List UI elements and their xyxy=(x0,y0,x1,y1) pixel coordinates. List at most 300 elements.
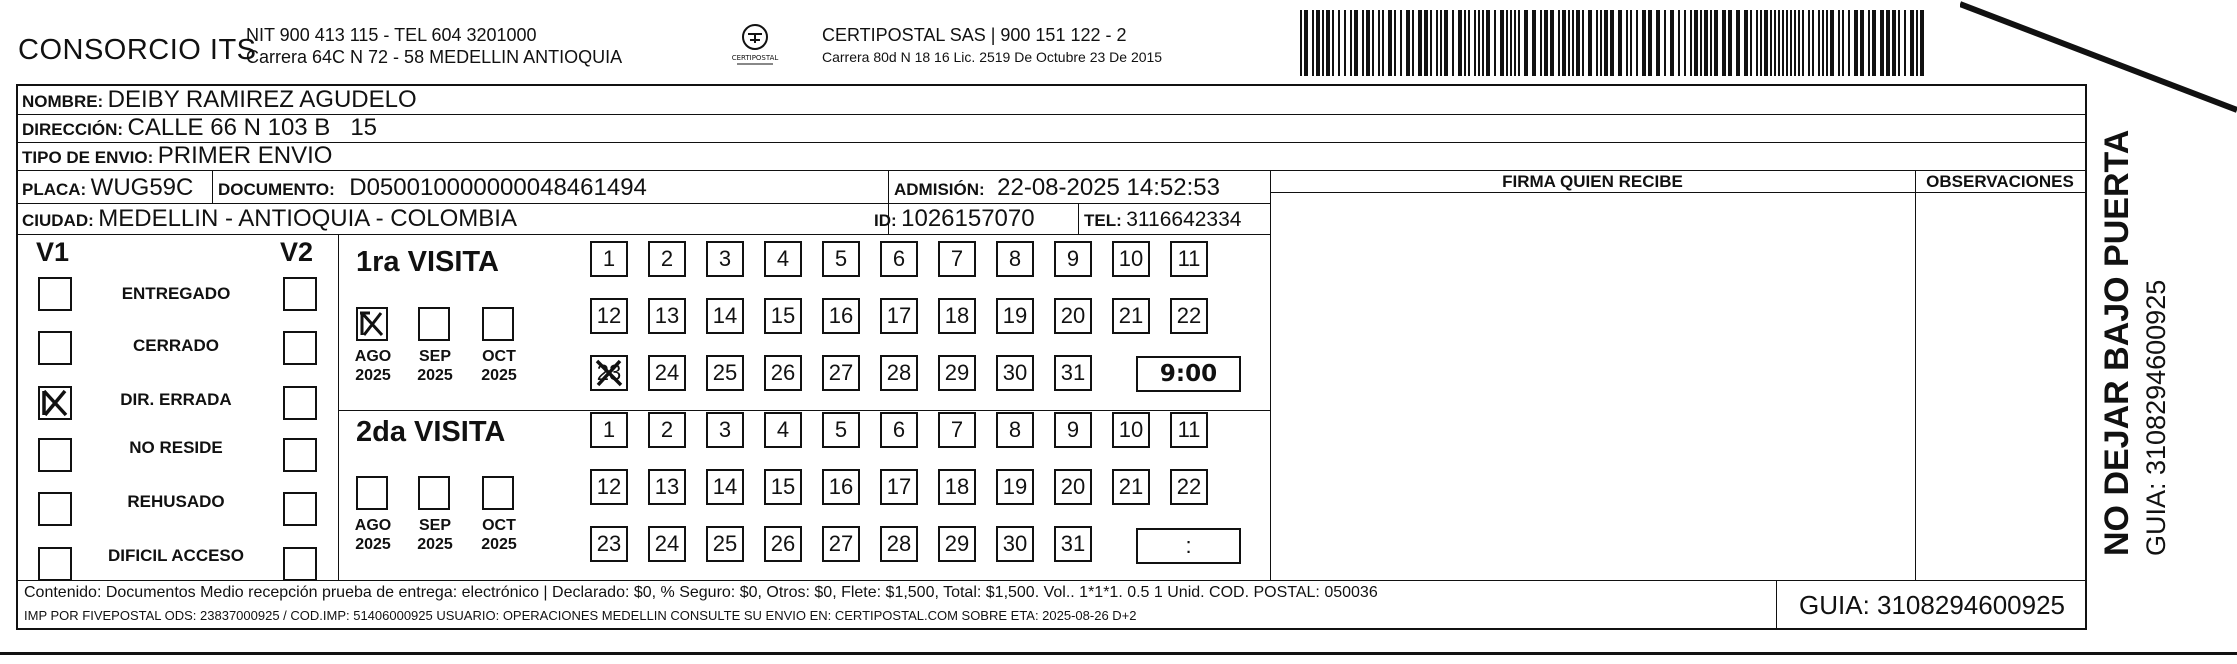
tel-label: TEL: xyxy=(1084,211,1122,230)
barcode-bar xyxy=(1322,10,1324,76)
visit1-day-22[interactable] xyxy=(1170,298,1208,334)
barcode-bar xyxy=(1378,10,1380,76)
direccion-label: DIRECCIÓN: xyxy=(22,120,124,139)
visit1-day-15[interactable] xyxy=(764,298,802,334)
day-number: 11 xyxy=(1177,417,1201,442)
visit2-day-26[interactable] xyxy=(764,526,802,562)
svg-text:CERTIPOSTAL: CERTIPOSTAL xyxy=(731,54,779,62)
visit2-month-sep-box[interactable] xyxy=(418,476,450,510)
visit2-day-4[interactable] xyxy=(764,412,802,448)
certipostal-address: Carrera 80d N 18 16 Lic. 2519 De Octubre 23 De 2015 xyxy=(822,49,1163,65)
day-number: 12 xyxy=(596,474,622,499)
barcode-bar xyxy=(1710,10,1712,76)
barcode-bar xyxy=(1300,10,1302,76)
company-name: CONSORCIO ITS xyxy=(18,34,257,66)
barcode-bar xyxy=(1648,10,1652,76)
visit1-day-10[interactable] xyxy=(1112,241,1150,277)
day-number: 6 xyxy=(892,246,906,271)
barcode-bar xyxy=(1436,10,1438,76)
visit1-month-ago-box[interactable] xyxy=(356,307,388,341)
day-number: 30 xyxy=(1002,531,1028,556)
day-number: 12 xyxy=(596,303,622,328)
day-number: 15 xyxy=(770,303,796,328)
bottom-edge xyxy=(0,652,2237,655)
nit-line: NIT 900 413 115 - TEL 604 3201000 xyxy=(246,25,537,45)
documento-label: DOCUMENTO: xyxy=(218,180,335,199)
visit2-day-1[interactable] xyxy=(590,412,628,448)
direccion-row xyxy=(22,114,377,142)
barcode-bar xyxy=(1424,10,1428,76)
barcode-bar xyxy=(1588,10,1592,76)
barcode-bar xyxy=(1316,10,1320,76)
day-number: 7 xyxy=(950,417,964,442)
admision-label: ADMISIÓN: xyxy=(894,180,985,199)
day-number: 26 xyxy=(770,531,796,556)
barcode-bar xyxy=(1904,10,1906,76)
day-number: 29 xyxy=(944,360,970,385)
visit1-month-oct: OCT 2025 xyxy=(481,348,517,384)
certipostal-logo xyxy=(725,20,785,68)
barcode-bar xyxy=(1524,10,1528,76)
day-number: 24 xyxy=(654,360,680,385)
barcode-bar xyxy=(1722,10,1726,76)
barcode-bar xyxy=(1694,10,1698,76)
visit1-day-18[interactable] xyxy=(938,298,976,334)
day-number: 28 xyxy=(886,360,912,385)
visit2-time-box[interactable] xyxy=(1136,528,1241,564)
day-number: 17 xyxy=(886,303,912,328)
day-number: 21 xyxy=(1118,303,1144,328)
barcode-bar xyxy=(1756,10,1758,76)
day-number: 22 xyxy=(1176,474,1202,499)
placa-value: WUG59C xyxy=(90,174,194,201)
barcode-bar xyxy=(1532,10,1536,76)
barcode-bar xyxy=(1444,10,1448,76)
day-number: 7 xyxy=(950,246,964,271)
barcode-bar xyxy=(1430,10,1432,76)
x-mark-icon xyxy=(358,309,386,339)
barcode-bar xyxy=(1744,10,1748,76)
visit2-day-8[interactable] xyxy=(996,412,1034,448)
visit1-day-8[interactable] xyxy=(996,241,1034,277)
visit1-day-1[interactable] xyxy=(590,241,628,277)
day-number: 1 xyxy=(602,246,616,271)
barcode-bar xyxy=(1332,10,1334,76)
visit1-day-24[interactable] xyxy=(648,355,686,391)
footer-imp: IMP POR FIVEPOSTAL ODS: 23837000925 / COD.IMP: 51406000925 USUARIO: OPERACIONES MEDELLIN CONSULTE SU ENVIO EN: CERTIPOSTAL.COM SOBRE ETA: 2025-08-26 D+2 xyxy=(24,608,1137,623)
tel-value: 3116642334 xyxy=(1126,208,1242,231)
day-number: 10 xyxy=(1118,246,1144,271)
visit1-day-31[interactable] xyxy=(1054,355,1092,391)
day-number: 5 xyxy=(834,246,848,271)
barcode-bar xyxy=(1656,10,1660,76)
visit1-day-20[interactable] xyxy=(1054,298,1092,334)
barcode-bar xyxy=(1412,10,1414,76)
day-number: 4 xyxy=(776,417,790,442)
barcode-bar xyxy=(1362,10,1364,76)
barcode-bar xyxy=(1678,10,1680,76)
v1-check-dir-errada[interactable] xyxy=(38,386,72,420)
day-number: 23 xyxy=(596,360,622,385)
v1-check-cerrado[interactable] xyxy=(38,331,72,365)
day-number: 23 xyxy=(596,531,622,556)
visit1-day-6[interactable] xyxy=(880,241,918,277)
barcode-bar xyxy=(1304,10,1308,76)
barcode-bar xyxy=(1818,10,1820,76)
day-number: 21 xyxy=(1118,474,1144,499)
tel-cell xyxy=(1084,208,1241,232)
barcode-bar xyxy=(1354,10,1358,76)
visit1-month-ago: AGO 2025 xyxy=(354,348,392,384)
barcode-bar xyxy=(1540,10,1542,76)
visit1-day-19[interactable] xyxy=(996,298,1034,334)
v2-check-entregado[interactable] xyxy=(283,277,317,311)
option-dificil-acceso: DIFICIL ACCESO xyxy=(107,546,244,565)
visit2-month-ago-box[interactable] xyxy=(356,476,388,510)
barcode-bar xyxy=(1394,10,1396,76)
visit2-day-24[interactable] xyxy=(648,526,686,562)
barcode-bar xyxy=(1684,10,1686,76)
barcode-bar xyxy=(1920,10,1924,76)
visit1-day-16[interactable] xyxy=(822,298,860,334)
visit1-day-4[interactable] xyxy=(764,241,802,277)
barcode-bar xyxy=(1728,10,1732,76)
documento-cell xyxy=(218,174,647,202)
barcode-bar xyxy=(1782,10,1784,76)
barcode-bar xyxy=(1550,10,1554,76)
nombre-value: DEIBY RAMIREZ AGUDELO xyxy=(107,86,417,113)
visit2-day-19[interactable] xyxy=(996,469,1034,505)
delivery-form xyxy=(16,84,2087,630)
v2-check-cerrado[interactable] xyxy=(283,331,317,365)
day-number: 8 xyxy=(1008,246,1022,271)
visit1-day-17[interactable] xyxy=(880,298,918,334)
barcode-bar xyxy=(1778,10,1780,76)
visit2-day-17[interactable] xyxy=(880,469,918,505)
day-number: 18 xyxy=(944,474,970,499)
visit2-day-21[interactable] xyxy=(1112,469,1150,505)
barcode-bar xyxy=(1770,10,1772,76)
barcode-bar xyxy=(1860,10,1864,76)
nombre-label: NOMBRE: xyxy=(22,92,104,111)
day-number: 20 xyxy=(1060,474,1086,499)
visit1-day-14[interactable] xyxy=(706,298,744,334)
barcode-bar xyxy=(1418,10,1422,76)
visit2-day-12[interactable] xyxy=(590,469,628,505)
barcode-bar xyxy=(1690,10,1692,76)
barcode-bar xyxy=(1604,10,1608,76)
id-label: ID: xyxy=(874,211,897,230)
barcode-bar xyxy=(1572,10,1574,76)
barcode-bar xyxy=(1704,10,1708,76)
barcode-bar xyxy=(1610,10,1614,76)
v1-check-entregado[interactable] xyxy=(38,277,72,311)
barcode-bar xyxy=(1582,10,1584,76)
day-number: 30 xyxy=(1002,360,1028,385)
day-number: 2 xyxy=(660,246,674,271)
v1-check-no-reside[interactable] xyxy=(38,438,72,472)
barcode-bar xyxy=(1464,10,1466,76)
day-number: 27 xyxy=(828,360,854,385)
nombre-row xyxy=(22,86,417,114)
day-number: 13 xyxy=(654,303,680,328)
barcode-bar xyxy=(1854,10,1858,76)
visit2-day-15[interactable] xyxy=(764,469,802,505)
visit2-day-9[interactable] xyxy=(1054,412,1092,448)
barcode-bar xyxy=(1892,10,1896,76)
ciudad-cell xyxy=(22,205,517,233)
day-number: 16 xyxy=(828,303,854,328)
barcode-bar xyxy=(1514,10,1516,76)
v2-check-dir-errada[interactable] xyxy=(283,386,317,420)
barcode-bar xyxy=(1458,10,1462,76)
barcode-bar xyxy=(1568,10,1570,76)
visit2-day-29[interactable] xyxy=(938,526,976,562)
side-guia: GUIA: 3108294600925 xyxy=(2141,279,2171,556)
barcode-bar xyxy=(1518,10,1520,76)
barcode-bar xyxy=(1760,10,1762,76)
barcode-bar xyxy=(1440,10,1442,76)
barcode-bar xyxy=(1838,10,1840,76)
barcode-bar xyxy=(1468,10,1470,76)
visit2-day-16[interactable] xyxy=(822,469,860,505)
day-number: 17 xyxy=(886,474,912,499)
visit2-day-31[interactable] xyxy=(1054,526,1092,562)
v1-check-dificil-acceso[interactable] xyxy=(38,547,72,581)
signature-area[interactable] xyxy=(1272,194,1914,578)
visit1-day-7[interactable] xyxy=(938,241,976,277)
ciudad-value: MEDELLIN - ANTIOQUIA - COLOMBIA xyxy=(98,205,517,232)
visit1-day-2[interactable] xyxy=(648,241,686,277)
visit2-month-ago: AGO 2025 xyxy=(354,517,392,553)
visit2-day-14[interactable] xyxy=(706,469,744,505)
admision-cell xyxy=(894,174,1220,202)
barcode-bar xyxy=(1868,10,1870,76)
day-number: 2 xyxy=(660,417,674,442)
day-number: 14 xyxy=(712,303,738,328)
barcode-bar xyxy=(1630,10,1632,76)
barcode-bar xyxy=(1786,10,1788,76)
day-number: 25 xyxy=(712,531,738,556)
barcode-bar xyxy=(1558,10,1560,76)
direccion-value: CALLE 66 N 103 B 15 xyxy=(127,114,378,141)
barcode-bar xyxy=(1600,10,1602,76)
day-number: 1 xyxy=(602,417,616,442)
barcode-bar xyxy=(1510,10,1512,76)
documento-value: D050010000000048461494 xyxy=(349,174,647,201)
visit1-day-30[interactable] xyxy=(996,355,1034,391)
barcode-bar xyxy=(1798,10,1800,76)
barcode-bar xyxy=(1350,10,1352,76)
v1-check-rehusado[interactable] xyxy=(38,492,72,526)
address-line: Carrera 64C N 72 - 58 MEDELLIN ANTIOQUIA xyxy=(246,47,623,67)
visit1-day-27[interactable] xyxy=(822,355,860,391)
barcode-bar xyxy=(1382,10,1384,76)
barcode-bar xyxy=(1802,10,1804,76)
day-number: 3 xyxy=(718,417,732,442)
barcode-bar xyxy=(1326,10,1330,76)
barcode-bar xyxy=(1406,10,1410,76)
barcode-bar xyxy=(1764,10,1768,76)
visit2-day-5[interactable] xyxy=(822,412,860,448)
day-number: 16 xyxy=(828,474,854,499)
day-number: 19 xyxy=(1002,303,1028,328)
placa-cell xyxy=(22,174,193,202)
v2-check-rehusado[interactable] xyxy=(283,492,317,526)
option-no-reside: NO RESIDE xyxy=(129,438,223,457)
barcode-bar xyxy=(1916,10,1918,76)
visit2-day-18[interactable] xyxy=(938,469,976,505)
visit2-month-oct: OCT 2025 xyxy=(481,517,517,553)
day-number: 9 xyxy=(1066,246,1080,271)
day-number: 3 xyxy=(718,246,732,271)
visit1-day-21[interactable] xyxy=(1112,298,1150,334)
barcode-bar xyxy=(1812,10,1814,76)
barcode-bar xyxy=(1910,10,1914,76)
visit2-day-20[interactable] xyxy=(1054,469,1092,505)
guia-number: GUIA: 3108294600925 xyxy=(1776,580,2087,630)
barcode-bar xyxy=(1400,10,1402,76)
day-number: 14 xyxy=(712,474,738,499)
visit1-day-28[interactable] xyxy=(880,355,918,391)
visit1-day-26[interactable] xyxy=(764,355,802,391)
barcode-bar xyxy=(1474,10,1476,76)
barcode-bar xyxy=(1664,10,1666,76)
visit1-day-5[interactable] xyxy=(822,241,860,277)
barcode-bar xyxy=(1366,10,1370,76)
x-mark-icon xyxy=(592,357,626,389)
v1-header: V1 xyxy=(36,237,70,267)
ciudad-label: CIUDAD: xyxy=(22,211,94,230)
barcode-bar xyxy=(1494,10,1496,76)
tipo-row xyxy=(22,142,332,170)
v2-header: V2 xyxy=(280,237,314,267)
visit1-title: 1ra VISITA xyxy=(356,246,499,278)
barcode-bar xyxy=(1830,10,1834,76)
visit2-day-30[interactable] xyxy=(996,526,1034,562)
barcode-bar xyxy=(1808,10,1810,76)
day-number: 13 xyxy=(654,474,680,499)
footer-contenido: Contenido: Documentos Medio recepción prueba de entrega: electrónico | Declarado: $0, % Seguro: $0, Otros: $0, Flete: $1,500, Total: $1,500. Vol.. 1*1*1. 0.5 1 Unid. COD. POSTAL: 050036 xyxy=(24,584,1378,601)
visit2-day-27[interactable] xyxy=(822,526,860,562)
barcode-bar xyxy=(1500,10,1504,76)
visit1-month-oct-box[interactable] xyxy=(482,307,514,341)
day-number: 31 xyxy=(1060,531,1086,556)
visit2-day-3[interactable] xyxy=(706,412,744,448)
visit1-day-29[interactable] xyxy=(938,355,976,391)
option-cerrado: CERRADO xyxy=(133,336,219,355)
day-number: 28 xyxy=(886,531,912,556)
v2-check-dificil-acceso[interactable] xyxy=(283,547,317,581)
visit1-day-11[interactable] xyxy=(1170,241,1208,277)
tipo-value: PRIMER ENVIO xyxy=(157,142,333,169)
barcode-bar xyxy=(1880,10,1884,76)
barcode-bar xyxy=(1700,10,1702,76)
barcode-bar xyxy=(1826,10,1828,76)
day-number: 20 xyxy=(1060,303,1086,328)
visit1-day-3[interactable] xyxy=(706,241,744,277)
day-number: 27 xyxy=(828,531,854,556)
barcode-bar xyxy=(1576,10,1580,76)
v2-check-no-reside[interactable] xyxy=(283,438,317,472)
visit2-day-23[interactable] xyxy=(590,526,628,562)
day-number: 19 xyxy=(1002,474,1028,499)
visit2-day-13[interactable] xyxy=(648,469,686,505)
visit2-day-2[interactable] xyxy=(648,412,686,448)
visit2-day-7[interactable] xyxy=(938,412,976,448)
visit1-day-13[interactable] xyxy=(648,298,686,334)
day-number: 4 xyxy=(776,246,790,271)
company-contact xyxy=(246,24,622,68)
barcode-bar xyxy=(1452,10,1454,76)
visit1-day-25[interactable] xyxy=(706,355,744,391)
id-value: 1026157070 xyxy=(901,205,1035,232)
barcode-bar xyxy=(1714,10,1718,76)
barcode-bar xyxy=(1898,10,1900,76)
day-number: 11 xyxy=(1177,246,1201,271)
visit1-day-9[interactable] xyxy=(1054,241,1092,277)
option-dir-errada: DIR. ERRADA xyxy=(120,390,232,409)
day-number: 25 xyxy=(712,360,738,385)
day-number: 6 xyxy=(892,417,906,442)
visit1-day-12[interactable] xyxy=(590,298,628,334)
visit1-time-box[interactable] xyxy=(1136,356,1241,392)
barcode-bar xyxy=(1482,10,1484,76)
visit2-day-10[interactable] xyxy=(1112,412,1150,448)
barcode-bar xyxy=(1842,10,1844,76)
barcode-bar xyxy=(1872,10,1876,76)
day-number: 31 xyxy=(1060,360,1086,385)
visit2-month-oct-box[interactable] xyxy=(482,476,514,510)
visit2-time-value: : xyxy=(1185,533,1192,558)
visit2-day-22[interactable] xyxy=(1170,469,1208,505)
visit1-time-value: 9:00 xyxy=(1159,361,1218,387)
barcode xyxy=(1300,10,1930,76)
day-number: 29 xyxy=(944,531,970,556)
barcode-bar xyxy=(1596,10,1598,76)
day-number: 5 xyxy=(834,417,848,442)
visit2-month-sep: SEP 2025 xyxy=(417,517,453,553)
observaciones-header: OBSERVACIONES xyxy=(1926,172,2074,191)
tipo-label: TIPO DE ENVIO: xyxy=(22,148,154,167)
option-entregado: ENTREGADO xyxy=(121,284,231,303)
barcode-bar xyxy=(1486,10,1490,76)
day-number: 26 xyxy=(770,360,796,385)
barcode-bar xyxy=(1670,10,1674,76)
visit2-day-28[interactable] xyxy=(880,526,918,562)
certipostal-info xyxy=(822,24,1162,68)
visit2-day-25[interactable] xyxy=(706,526,744,562)
firma-header: FIRMA QUIEN RECIBE xyxy=(1502,172,1683,191)
barcode-bar xyxy=(1636,10,1638,76)
day-number: 24 xyxy=(654,531,680,556)
id-cell xyxy=(874,205,1035,233)
barcode-bar xyxy=(1822,10,1824,76)
observaciones-area[interactable] xyxy=(1917,194,2084,578)
admision-value: 22-08-2025 14:52:53 xyxy=(997,174,1220,201)
visit1-month-sep-box[interactable] xyxy=(418,307,450,341)
day-number: 8 xyxy=(1008,417,1022,442)
visit2-day-6[interactable] xyxy=(880,412,918,448)
day-number: 15 xyxy=(770,474,796,499)
barcode-bar xyxy=(1372,10,1374,76)
visit1-day-23[interactable] xyxy=(590,355,628,391)
barcode-bar xyxy=(1388,10,1392,76)
barcode-bar xyxy=(1642,10,1646,76)
barcode-bar xyxy=(1544,10,1548,76)
visit2-day-11[interactable] xyxy=(1170,412,1208,448)
day-number: 9 xyxy=(1066,417,1080,442)
